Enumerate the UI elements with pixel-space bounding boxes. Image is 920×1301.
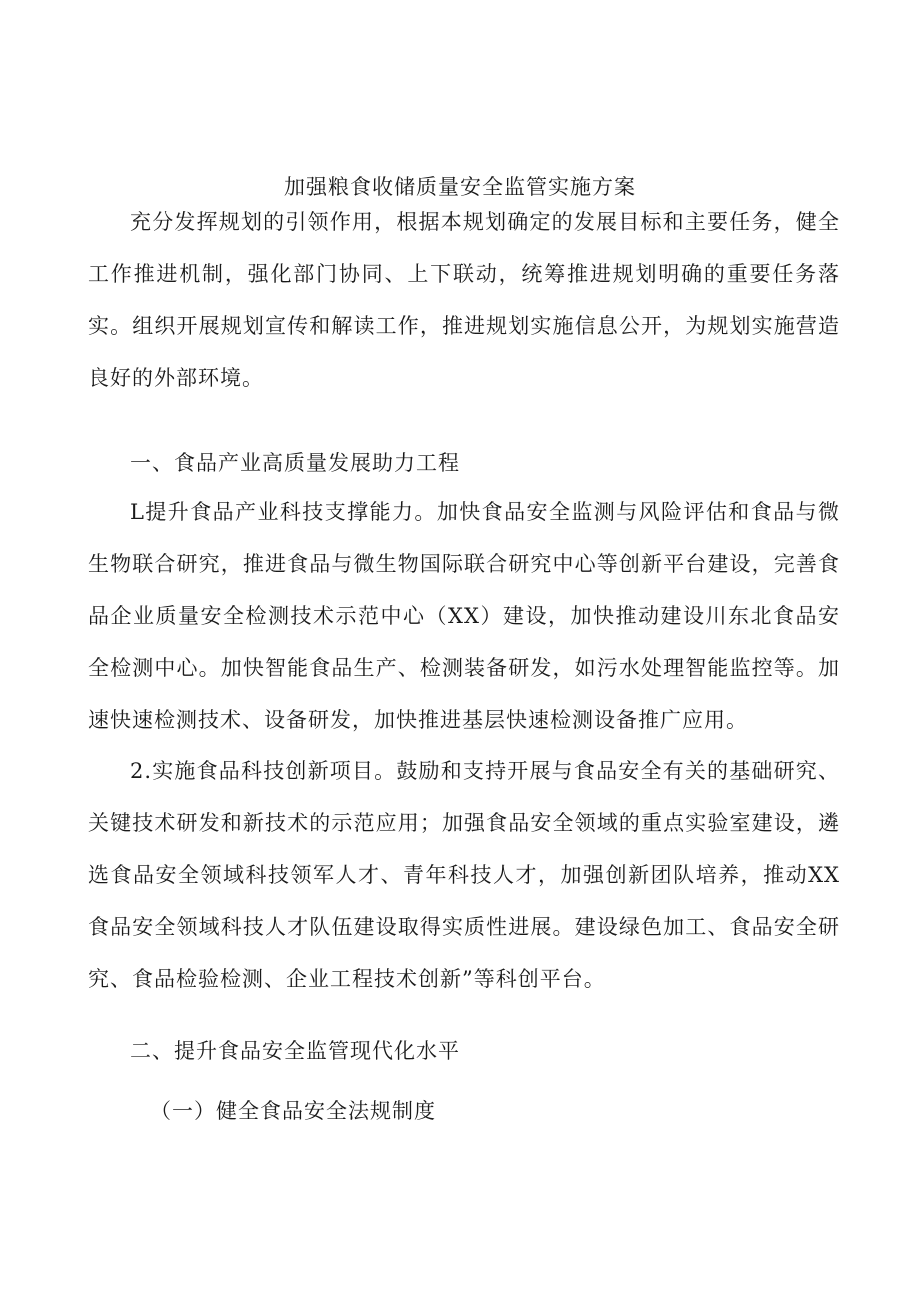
section-2-heading: 二、提升食品安全监管现代化水平 bbox=[130, 1039, 460, 1063]
section-1-item-1-paragraph: L提升食品产业科技支撑能力。加快食品安全监测与风险评估和食品与微生物联合研究，推进食品与微生物国际联合研究中心等创新平台建设，完善食品企业质量安全检测技术示范中心（XX）建设，加快推动建设川东北食品安全检测中心。加快智能食品生产、检测装备研发，如污水处理智能监控等。加速快速检测技术、设备研发，加快推进基层快速检测设备推广应用。 bbox=[88, 500, 840, 732]
section-2-subheading: （一）健全食品安全法规制度 bbox=[150, 1099, 436, 1123]
intro-paragraph: 充分发挥规划的引领作用，根据本规划确定的发展目标和主要任务，健全工作推进机制，强化部门协同、上下联动，统筹推进规划明确的重要任务落实。组织开展规划宣传和解读工作，推进规划实施信息公开，为规划实施营造良好的外部环境。 bbox=[88, 210, 840, 390]
section-1-item-2-paragraph: 2.实施食品科技创新项目。鼓励和支持开展与食品安全有关的基础研究、关键技术研发和新技术的示范应用；加强食品安全领域的重点实验室建设，遴选食品安全领域科技领军人才、青年科技人才，加强创新团队培养，推动XX食品安全领域科技人才队伍建设取得实质性进展。建设绿色加工、食品安全研究、食品检验检测、企业工程技术创新”等科创平台。 bbox=[88, 759, 840, 991]
document-title: 加强粮食收储质量安全监管实施方案 bbox=[284, 175, 636, 199]
section-1-heading: 一、食品产业高质量发展助力工程 bbox=[130, 451, 460, 475]
